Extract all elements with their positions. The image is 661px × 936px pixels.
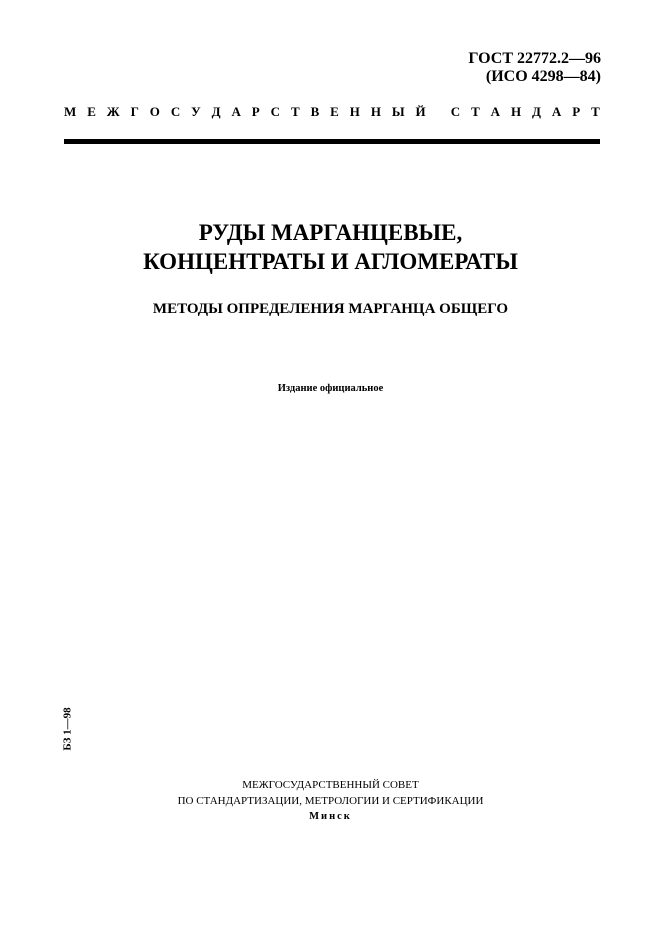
title-line-2: КОНЦЕНТРАТЫ И АГЛОМЕРАТЫ [143, 249, 518, 274]
series-heading-char: Ы [391, 104, 405, 119]
series-heading-char: М [64, 104, 77, 119]
series-heading-char: Ж [106, 104, 120, 119]
series-heading-char: У [191, 104, 201, 119]
title-line-1: РУДЫ МАРГАНЦЕВЫЕ, [198, 220, 463, 245]
series-heading-char: Д [532, 104, 541, 119]
series-heading-char: С [270, 104, 281, 119]
series-heading-char: А [490, 104, 501, 119]
series-heading [64, 104, 600, 120]
series-heading-char: С [450, 104, 461, 119]
standard-number: ГОСТ 22772.2—96 [468, 50, 601, 67]
iso-equivalent: (ИСО 4298—84) [485, 68, 601, 85]
series-heading-char: А [231, 104, 241, 119]
series-heading-char: Е [87, 104, 96, 119]
series-heading-char: Н [349, 104, 360, 119]
series-heading-char: Р [572, 104, 581, 119]
series-heading-char: Е [330, 104, 339, 119]
publisher-city: Минск [309, 811, 352, 822]
series-heading-char [437, 104, 440, 120]
series-heading-char: Т [290, 104, 300, 119]
series-heading-char: Н [370, 104, 381, 119]
document-subtitle: МЕТОДЫ ОПРЕДЕЛЕНИЯ МАРГАНЦА ОБЩЕГО [152, 301, 509, 317]
edition-note: Издание официальное [277, 383, 384, 394]
series-heading-char: А [551, 104, 562, 119]
series-heading-char: О [149, 104, 160, 119]
series-heading-char: Р [251, 104, 260, 119]
publisher-line-2: ПО СТАНДАРТИЗАЦИИ, МЕТРОЛОГИИ И СЕРТИФИКАЦИИ [177, 795, 484, 807]
series-heading-char: Н [510, 104, 522, 119]
series-heading-char: Г [130, 104, 139, 119]
series-heading-char: Д [211, 104, 221, 119]
standard-designation [468, 50, 601, 86]
series-heading-char: Й [415, 104, 426, 119]
side-code [61, 707, 75, 751]
series-heading-char: В [310, 104, 320, 119]
document-title [0, 218, 661, 276]
series-heading-char: Т [471, 104, 480, 119]
series-heading-char: С [170, 104, 181, 119]
series-heading-char: Т [591, 104, 600, 119]
heading-divider [64, 139, 600, 144]
publisher-block [0, 777, 661, 825]
publisher-line-1: МЕЖГОСУДАРСТВЕННЫЙ СОВЕТ [242, 779, 419, 791]
side-code-text: БЗ 1—98 [61, 707, 74, 751]
